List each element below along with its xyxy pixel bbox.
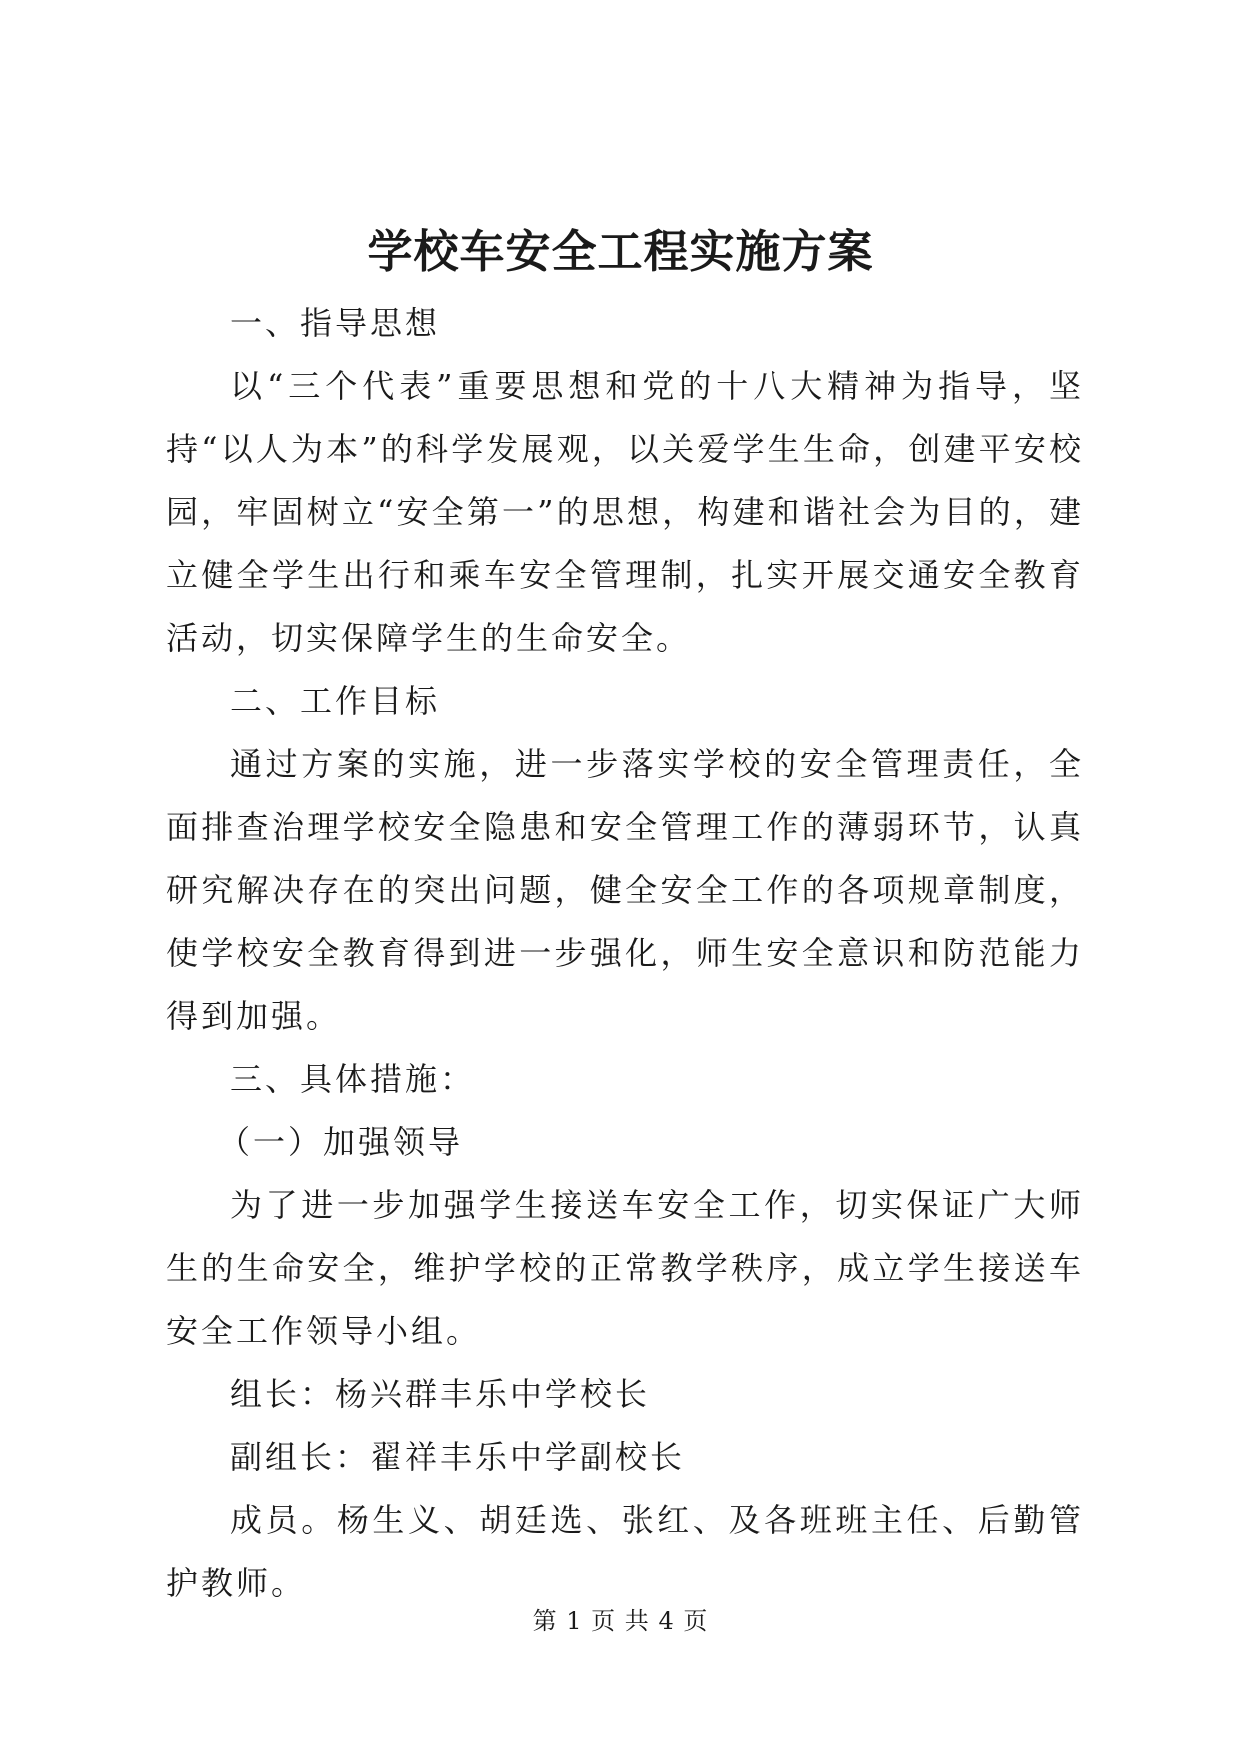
group-leader-line: 组长：杨兴群丰乐中学校长 — [230, 1375, 651, 1413]
paragraph-work-goals: 通过方案的实施，进一步落实学校的安全管理责任，全面排查治理学校安全隐患和安全管理工作的薄弱环节，认真研究解决存在的突出问题，健全安全工作的各项规章制度，使学校安全教育得到进一步强化，师生安全意识和防范能力得到加强。 — [166, 745, 1084, 1035]
deputy-leader-line: 副组长：翟祥丰乐中学副校长 — [230, 1438, 686, 1476]
paragraph-guiding-ideology: 以“三个代表”重要思想和党的十八大精神为指导，坚持“以人为本”的科学发展观，以关爱学生生命，创建平安校园，牢固树立“安全第一”的思想，构建和谐社会为目的，建立健全学生出行和乘车安全管理制，扎实开展交通安全教育活动，切实保障学生的生命安全。 — [166, 367, 1084, 657]
section-heading-specific-measures: 三、具体措施： — [230, 1060, 476, 1098]
paragraph-leadership-group: 为了进一步加强学生接送车安全工作，切实保证广大师生的生命安全，维护学校的正常教学秩序，成立学生接送车安全工作领导小组。 — [166, 1186, 1084, 1350]
document-title: 学校车安全工程实施方案 — [367, 225, 874, 278]
subsection-heading-strengthen-leadership: （一）加强领导 — [218, 1123, 464, 1161]
page-number-footer: 第 1 页 共 4 页 — [532, 1607, 709, 1635]
document-body — [166, 292, 1084, 1615]
members-line: 成员。杨生义、胡廷选、张红、及各班班主任、后勤管护教师。 — [166, 1501, 1084, 1602]
section-heading-work-goals: 二、工作目标 — [230, 682, 441, 720]
section-heading-guiding-ideology: 一、指导思想 — [230, 304, 441, 342]
